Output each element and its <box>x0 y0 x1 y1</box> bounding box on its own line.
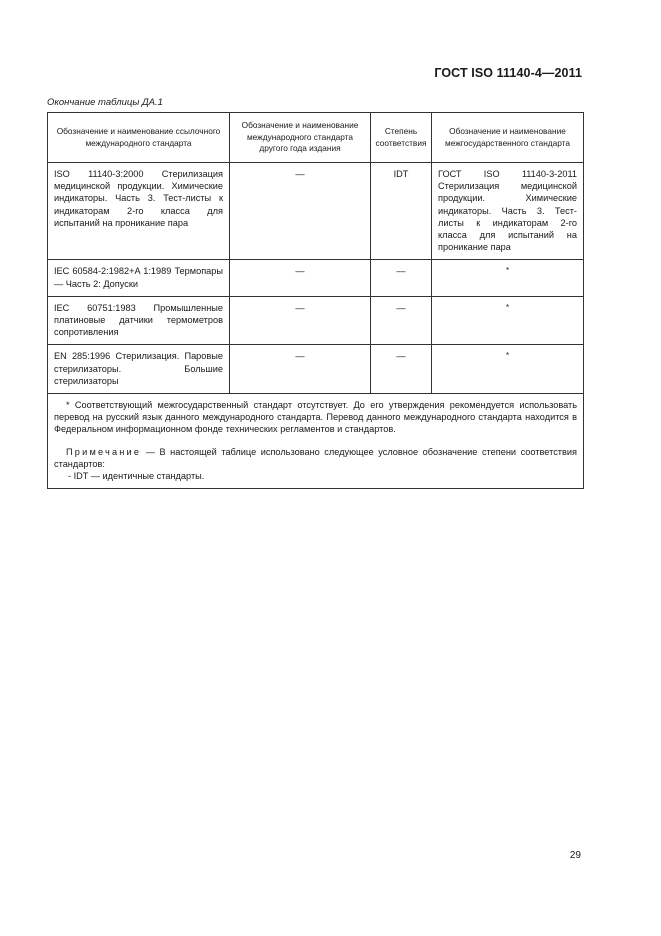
table-cell: * <box>432 345 584 394</box>
note <box>54 446 577 470</box>
column-header: Обозначение и наименование международного стандарта другого года издания <box>230 113 371 163</box>
table-cell: IDT <box>371 163 432 260</box>
note-text: — В настоящей таблице использовано следующее условное обозначение степени соответствия стандартов: <box>54 446 577 469</box>
table-cell: * <box>432 296 584 345</box>
page-number: 29 <box>569 850 581 861</box>
table-cell: — <box>230 260 371 296</box>
table-cell: * <box>432 260 584 296</box>
table-notes <box>48 394 584 489</box>
table-cell: IEC 60584-2:1982+A 1:1989 Термопары — Часть 2: Допуски <box>48 260 230 296</box>
table-header-row <box>48 113 584 163</box>
footnote-text: Соответствующий межгосударственный стандарт отсутствует. До его утверждения рекомендуется использовать перевод на русский язык данного международного стандарта. Перевод данного международного стандарта находится в Федеральном информационном фонде технических регламентов и стандартов. <box>54 400 578 435</box>
document-header: ГОСТ ISO 11140-4—2011 <box>434 66 582 80</box>
note-label: Примечание <box>66 446 142 457</box>
table-caption: Окончание таблицы ДА.1 <box>47 97 163 108</box>
column-header: Степень соответствия <box>371 113 432 163</box>
table-cell: — <box>371 345 432 394</box>
column-header: Обозначение и наименование ссылочного международного стандарта <box>48 113 230 163</box>
table-cell: IEC 60751:1983 Промышленные платиновые датчики термометров сопротивления <box>48 296 230 345</box>
note-item: - IDT — идентичные стандарты. <box>68 471 205 482</box>
table-row <box>48 260 584 296</box>
footnote-mark: * <box>66 400 70 411</box>
table-cell: ISO 11140-3:2000 Стерилизация медицинской продукции. Химические индикаторы. Часть 3. Тест-листы к индикаторам 2-го класса для испытаний на проникание пара <box>48 163 230 260</box>
standards-table <box>47 112 584 489</box>
table-cell: — <box>230 163 371 260</box>
column-header: Обозначение и наименование межгосударственного стандарта <box>432 113 584 163</box>
table-notes-row <box>48 394 584 489</box>
table-row <box>48 345 584 394</box>
table-cell: — <box>230 345 371 394</box>
table-cell: — <box>371 296 432 345</box>
table-cell: — <box>371 260 432 296</box>
table-cell: EN 285:1996 Стерилизация. Паровые стерилизаторы. Большие стерилизаторы <box>48 345 230 394</box>
table-row <box>48 163 584 260</box>
table-cell: — <box>230 296 371 345</box>
footnote <box>54 399 577 436</box>
table-row <box>48 296 584 345</box>
table-cell: ГОСТ ISO 11140-3-2011 Стерилизация медицинской продукции. Химические индикаторы. Часть 3. Тест-листы к индикаторам 2-го класса для испытаний на проникание пара <box>432 163 584 260</box>
